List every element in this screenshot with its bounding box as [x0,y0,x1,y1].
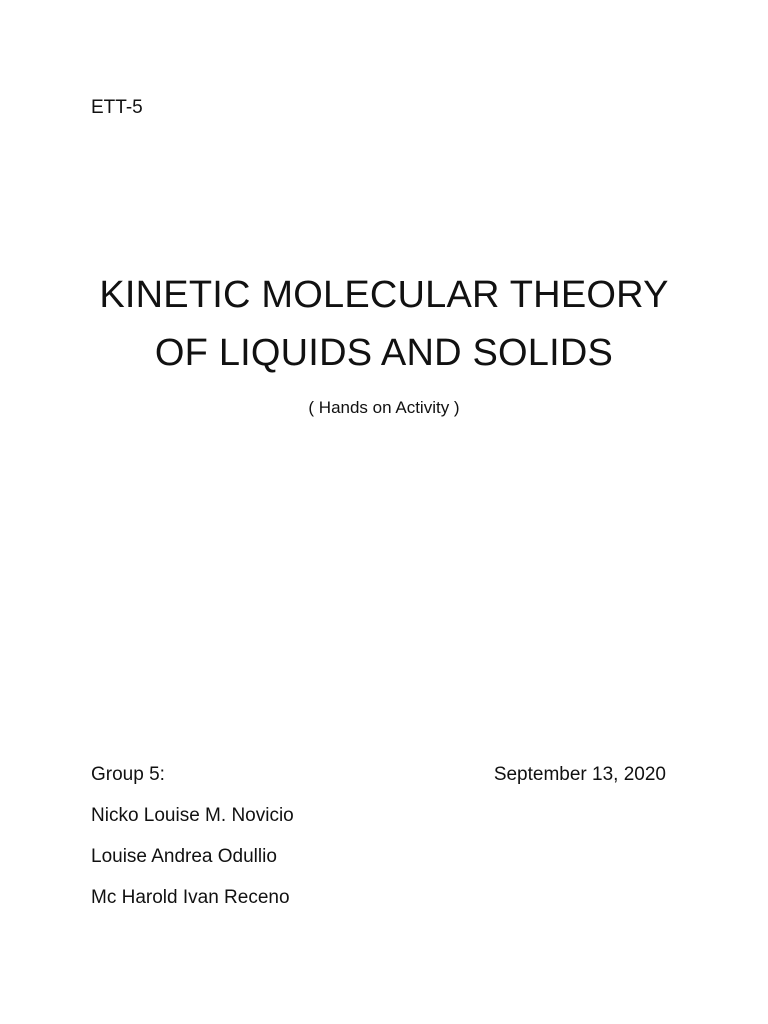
member-name: Louise Andrea Odullio [91,846,277,867]
title-line: KINETIC MOLECULAR THEORY [99,274,669,316]
document-date: September 13, 2020 [493,764,666,785]
course-code: ETT-5 [91,97,143,118]
member-name: Mc Harold Ivan Receno [91,887,290,908]
document-subtitle: ( Hands on Activity ) [308,398,460,417]
group-label: Group 5: [91,764,165,785]
document-title [0,266,768,382]
title-line: OF LIQUIDS AND SOLIDS [154,332,614,374]
member-name: Nicko Louise M. Novicio [91,805,294,826]
member-list [91,804,294,927]
